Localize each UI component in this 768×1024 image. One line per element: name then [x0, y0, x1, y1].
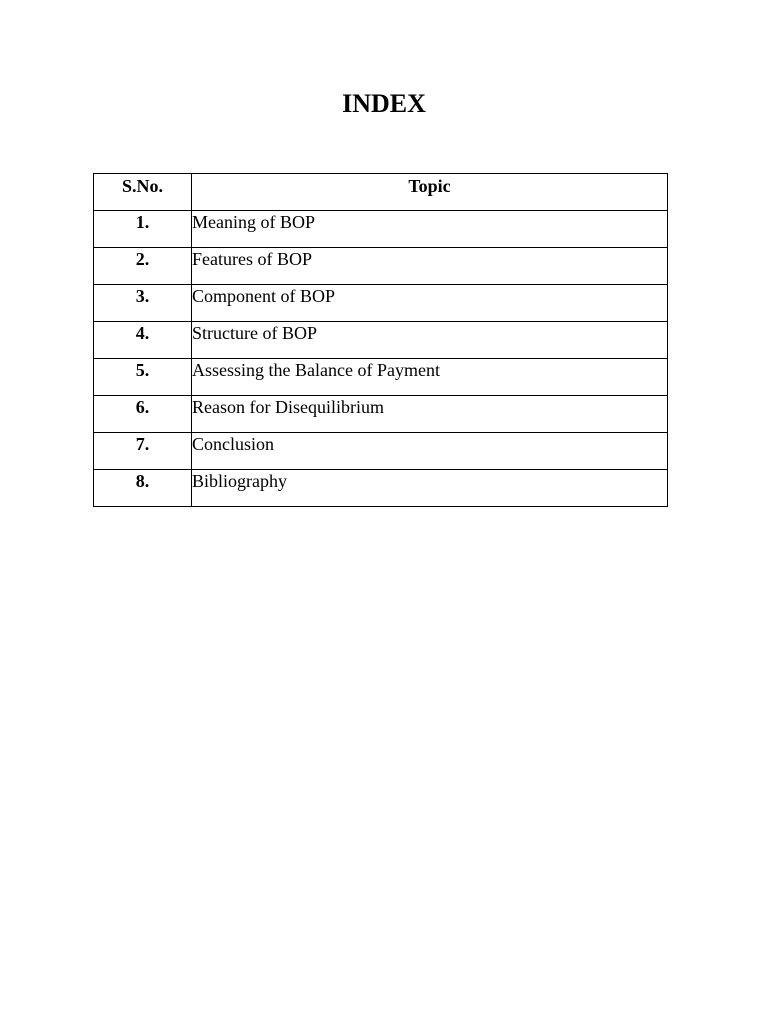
row-number: 5.	[94, 359, 192, 396]
row-number: 3.	[94, 285, 192, 322]
row-number: 8.	[94, 470, 192, 507]
row-topic: Component of BOP	[192, 285, 668, 322]
row-topic: Features of BOP	[192, 248, 668, 285]
table-row	[94, 433, 668, 470]
table-header-row	[94, 174, 668, 211]
row-topic: Meaning of BOP	[192, 211, 668, 248]
table-row	[94, 285, 668, 322]
row-topic: Bibliography	[192, 470, 668, 507]
page-title: INDEX	[342, 89, 426, 118]
column-header-topic: Topic	[192, 174, 668, 211]
row-topic: Assessing the Balance of Payment	[192, 359, 668, 396]
table-row	[94, 396, 668, 433]
row-number: 1.	[94, 211, 192, 248]
table-row	[94, 248, 668, 285]
row-number: 4.	[94, 322, 192, 359]
row-topic: Structure of BOP	[192, 322, 668, 359]
index-table	[93, 173, 668, 507]
row-topic: Reason for Disequilibrium	[192, 396, 668, 433]
row-number: 6.	[94, 396, 192, 433]
table-row	[94, 470, 668, 507]
table-row	[94, 322, 668, 359]
row-number: 7.	[94, 433, 192, 470]
table-row	[94, 359, 668, 396]
column-header-sno: S.No.	[94, 174, 192, 211]
table-row	[94, 211, 668, 248]
row-topic: Conclusion	[192, 433, 668, 470]
row-number: 2.	[94, 248, 192, 285]
